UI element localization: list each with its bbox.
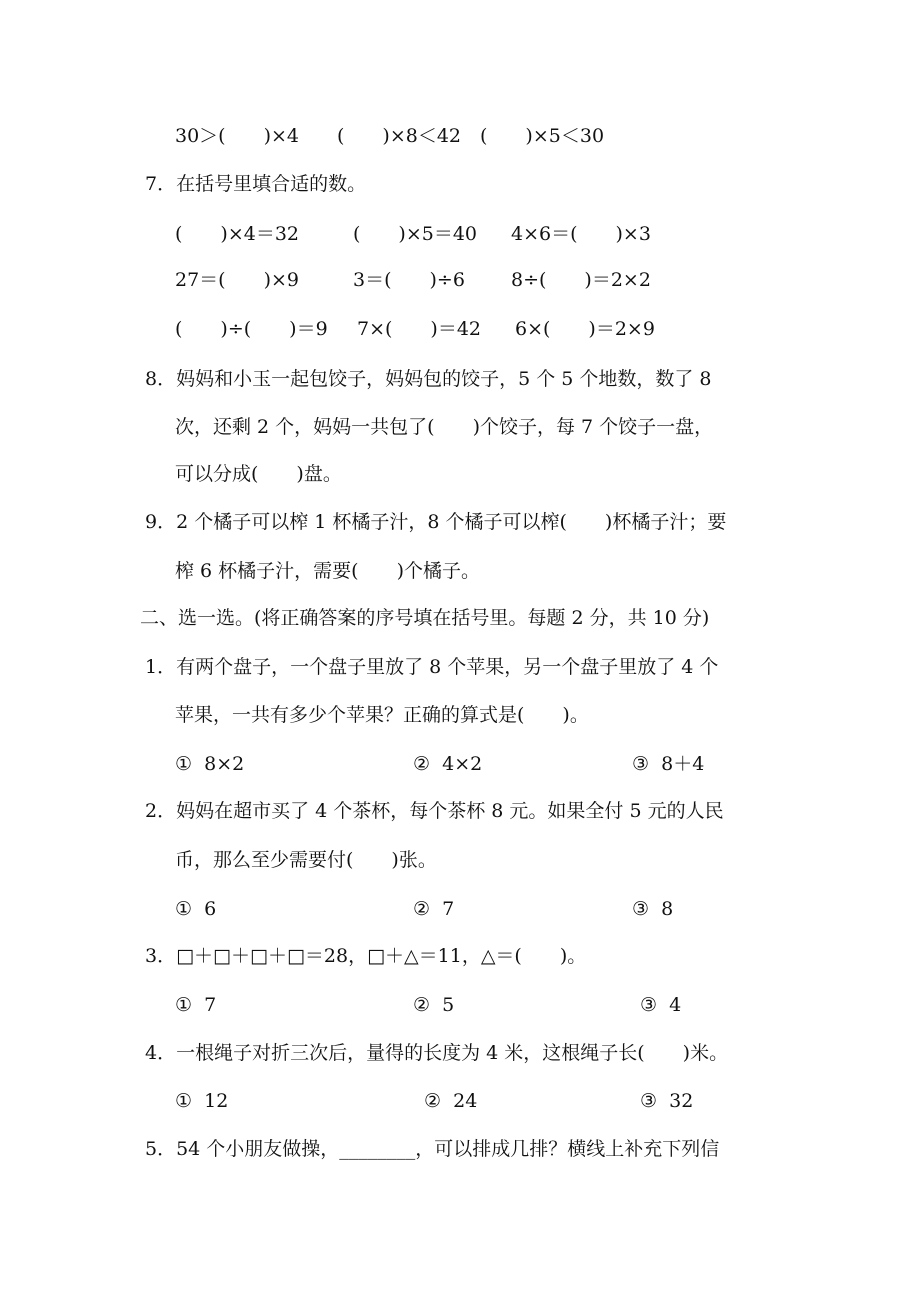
choice-option[interactable]: ③ 4 [640, 994, 682, 1016]
q7-title: 7．在括号里填合适的数。 [145, 173, 367, 195]
q9-line: 9．2 个橘子可以榨 1 杯橘子汁，8 个橘子可以榨( )杯橘子汁；要 [145, 511, 727, 533]
choice-option[interactable]: ② 7 [413, 898, 455, 920]
q7-item: ( )×4＝32 [175, 223, 300, 245]
q7-item: ( )÷( )＝9 [175, 318, 328, 340]
q6-inequalities: 30＞( )×4 ( )×8＜42 ( )×5＜30 [175, 125, 605, 147]
q7-item: 4×6＝( )×3 [511, 223, 651, 245]
q7-item: 6×( )＝2×9 [515, 318, 655, 340]
choice-option[interactable]: ③ 32 [640, 1090, 694, 1112]
choice-option[interactable]: ① 7 [175, 994, 217, 1016]
q7-item: 8÷( )＝2×2 [511, 269, 651, 291]
choice-question-line: 3．□＋□＋□＋□＝28，□＋△＝11，△＝( )。 [145, 945, 587, 967]
choice-option[interactable]: ② 4×2 [413, 753, 483, 775]
choice-option[interactable]: ③ 8 [632, 898, 674, 920]
q8-line: 可以分成( )盘。 [175, 463, 342, 485]
choice-question-line: 1．有两个盘子，一个盘子里放了 8 个苹果，另一个盘子里放了 4 个 [145, 656, 719, 678]
section-2-title: 二、选一选。(将正确答案的序号填在括号里。每题 2 分，共 10 分) [140, 607, 710, 629]
choice-question-line: 币，那么至少需要付( )张。 [175, 849, 437, 871]
choice-option[interactable]: ① 8×2 [175, 753, 245, 775]
choice-option[interactable]: ③ 8＋4 [632, 753, 705, 775]
choice-option[interactable]: ② 5 [413, 994, 455, 1016]
choice-question-line: 5．54 个小朋友做操，________，可以排成几排？横线上补充下列信 [145, 1138, 720, 1160]
choice-question-line: 苹果，一共有多少个苹果？正确的算式是( )。 [175, 704, 589, 726]
choice-question-line: 2．妈妈在超市买了 4 个茶杯，每个茶杯 8 元。如果全付 5 元的人民 [145, 800, 724, 822]
q7-item: ( )×5＝40 [353, 223, 478, 245]
q7-item: 7×( )＝42 [357, 318, 482, 340]
choice-option[interactable]: ② 24 [424, 1090, 478, 1112]
q7-item: 27＝( )×9 [175, 269, 300, 291]
choice-question-line: 4．一根绳子对折三次后，量得的长度为 4 米，这根绳子长( )米。 [145, 1042, 729, 1064]
q7-item: 3＝( )÷6 [353, 269, 465, 291]
choice-option[interactable]: ① 12 [175, 1090, 229, 1112]
q8-line: 次，还剩 2 个，妈妈一共包了( )个饺子，每 7 个饺子一盘， [175, 416, 714, 438]
q9-line: 榨 6 杯橘子汁，需要( )个橘子。 [175, 560, 480, 582]
q8-line: 8．妈妈和小玉一起包饺子，妈妈包的饺子，5 个 5 个地数，数了 8 [145, 368, 712, 390]
choice-option[interactable]: ① 6 [175, 898, 217, 920]
